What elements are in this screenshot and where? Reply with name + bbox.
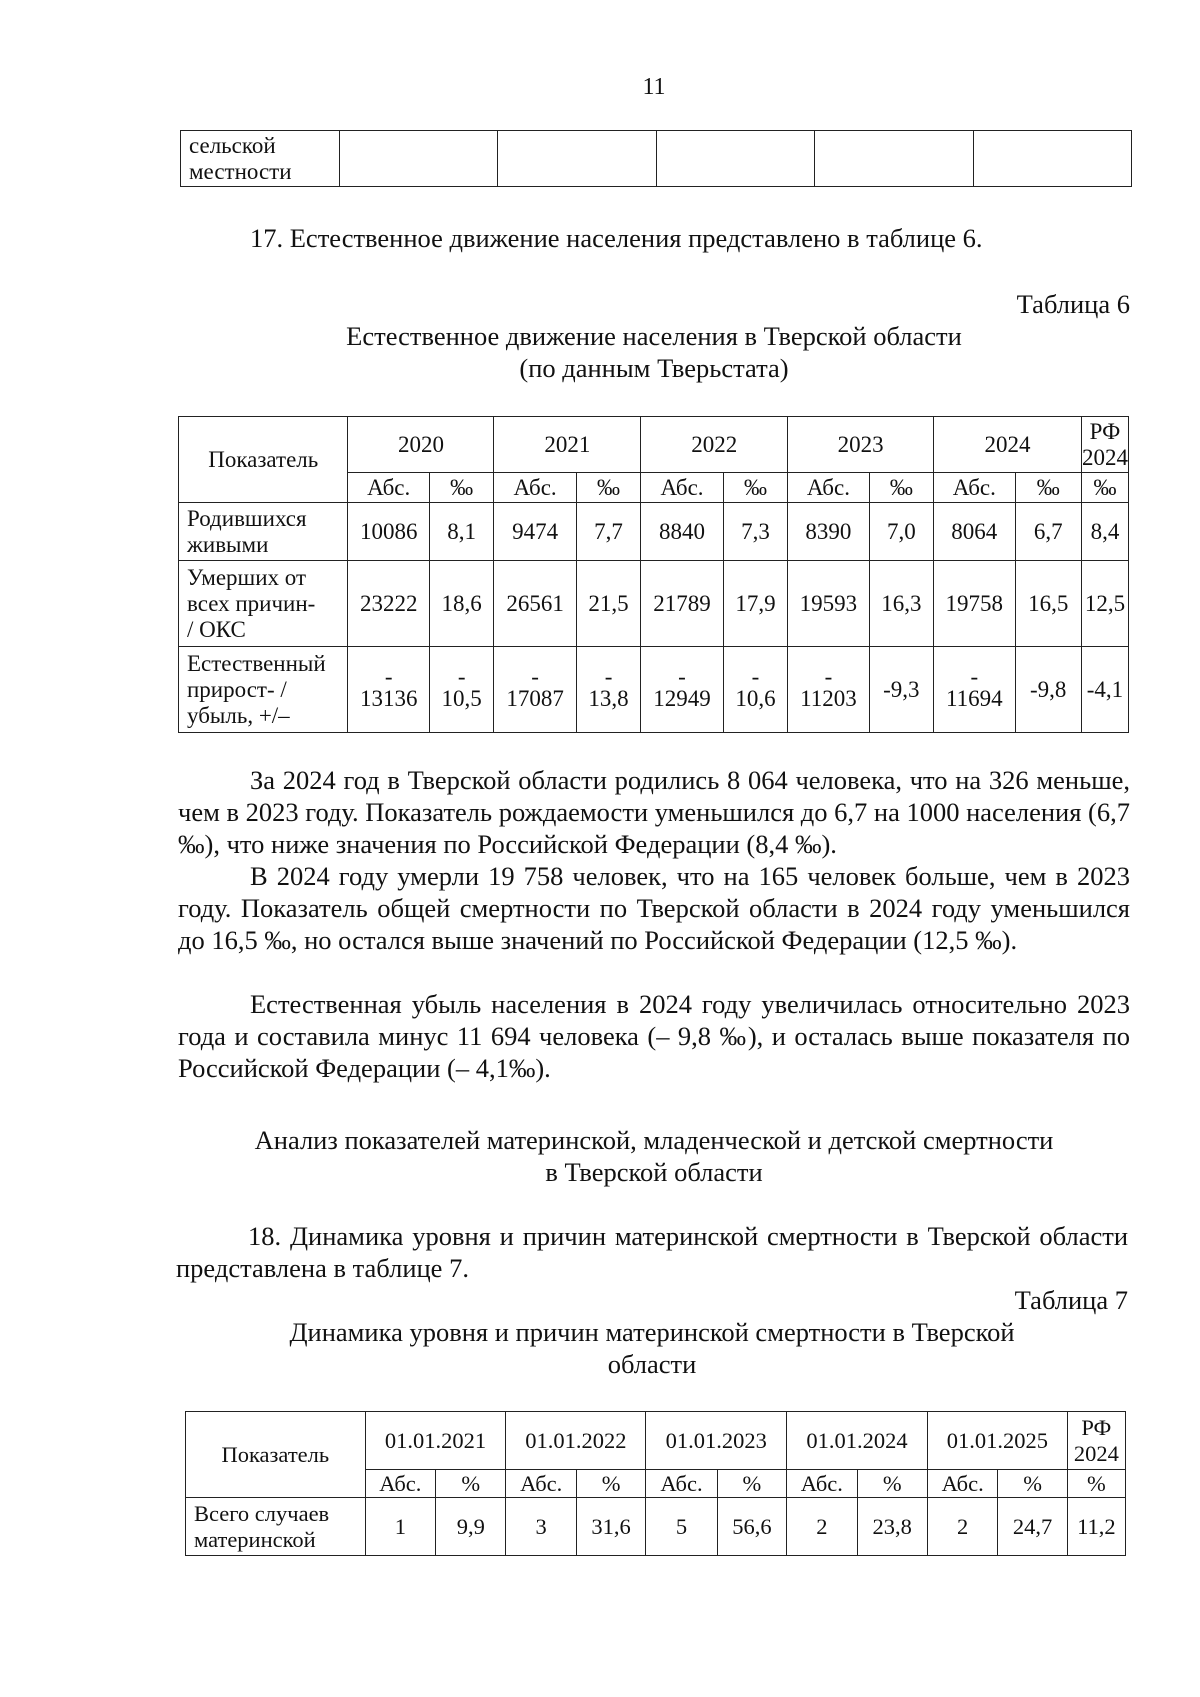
table-cell: 23222 [348, 561, 429, 647]
header-year: 2020 [348, 417, 494, 473]
row-label [179, 561, 348, 647]
label-line: местности [189, 158, 292, 184]
row-label-line: / ОКС [187, 616, 246, 642]
subheader-permille: ‰ [429, 473, 493, 503]
table-cell-label [181, 131, 340, 187]
header-year: 2024 [934, 417, 1082, 473]
table-cell [973, 131, 1131, 187]
table-row [179, 503, 1129, 561]
section-heading [178, 1124, 1130, 1188]
cell-value: 13,8 [588, 685, 629, 711]
table6-header-row [179, 417, 1129, 473]
minus-sign: - [678, 663, 686, 689]
rf-line: РФ [1081, 1414, 1112, 1440]
header-year: 2021 [494, 417, 641, 473]
table-cell: 31,6 [576, 1498, 645, 1556]
table-cell-rf: 12,5 [1081, 561, 1128, 647]
continued-table [180, 130, 1132, 187]
section-heading-line2: в Тверской области [545, 1157, 763, 1187]
table6-title-line1: Естественное движение населения в Тверской области [346, 321, 962, 351]
header-year: 2023 [788, 417, 934, 473]
table-cell: 21789 [641, 561, 723, 647]
paragraph-18: 18. Динамика уровня и причин материнской смертности в Тверской области представлена в таблице 7. [176, 1221, 1128, 1283]
table-cell: 8,1 [429, 503, 493, 561]
table-cell [348, 647, 429, 733]
header-indicator: Показатель [186, 1412, 366, 1498]
table-cell: 16,5 [1015, 561, 1081, 647]
table-cell: 23,8 [857, 1498, 927, 1556]
subheader-percent: % [1067, 1470, 1125, 1498]
row-label-line: убыль, +/– [187, 702, 290, 728]
row-label-line: Всего случаев [194, 1500, 330, 1526]
table-cell: 6,7 [1015, 503, 1081, 561]
header-date: 01.01.2025 [927, 1412, 1067, 1470]
row-label-line: прирост- / [187, 676, 287, 702]
header-rf [1067, 1412, 1125, 1470]
row-label-line: Родившихся [187, 505, 307, 531]
header-date: 01.01.2024 [787, 1412, 928, 1470]
table-cell [494, 647, 576, 733]
table7-header-row [186, 1412, 1126, 1470]
table7-label: Таблица 7 [1014, 1285, 1128, 1315]
cell-value: 10,6 [735, 685, 776, 711]
cell-value: 12949 [653, 685, 711, 711]
subheader-percent: % [998, 1470, 1067, 1498]
header-date: 01.01.2021 [365, 1412, 506, 1470]
page-number: 11 [642, 74, 666, 100]
row-label-line: всех причин- [187, 590, 316, 616]
subheader-abs: Абс. [494, 473, 576, 503]
table-cell: 24,7 [998, 1498, 1067, 1556]
cell-value: 11694 [945, 685, 1003, 711]
table-cell [340, 131, 498, 187]
table7-title-line1: Динамика уровня и причин материнской смертности в Тверской [289, 1317, 1015, 1347]
cell-value: 11203 [800, 685, 857, 711]
minus-sign: - [751, 663, 760, 689]
row-label-line: Умерших от [187, 564, 307, 590]
subheader-abs: Абс. [641, 473, 723, 503]
table7 [185, 1411, 1126, 1556]
table-cell: 56,6 [717, 1498, 786, 1556]
row-label-line: материнской [194, 1526, 316, 1552]
subheader-abs: Абс. [365, 1470, 435, 1498]
table-cell [429, 647, 493, 733]
subheader-abs: Абс. [934, 473, 1015, 503]
table-cell [723, 647, 787, 733]
table-cell: 8840 [641, 503, 723, 561]
table-row [186, 1498, 1126, 1556]
subheader-permille: ‰ [1015, 473, 1081, 503]
subheader-abs: Абс. [788, 473, 869, 503]
section-heading-line1: Анализ показателей материнской, младенческой и детской смертности [254, 1125, 1054, 1155]
table-cell: 21,5 [576, 561, 640, 647]
table-cell: 2 [927, 1498, 997, 1556]
table-cell [934, 647, 1015, 733]
subheader-permille: ‰ [1081, 473, 1128, 503]
subheader-percent: % [436, 1470, 506, 1498]
rf-line: 2024 [1073, 1440, 1119, 1466]
subheader-abs: Абс. [927, 1470, 997, 1498]
minus-sign: - [824, 663, 833, 689]
header-date: 01.01.2022 [506, 1412, 646, 1470]
subheader-percent: % [857, 1470, 927, 1498]
table-cell: 19758 [934, 561, 1015, 647]
minus-sign: - [457, 663, 466, 689]
table-cell: 7,3 [723, 503, 787, 561]
cell-value: 10,5 [441, 685, 482, 711]
table-cell [576, 647, 640, 733]
table-cell: 2 [787, 1498, 857, 1556]
table-cell: 18,6 [429, 561, 493, 647]
table-cell: 16,3 [869, 561, 933, 647]
row-label [179, 647, 348, 733]
header-indicator: Показатель [179, 417, 348, 503]
minus-sign: - [970, 663, 979, 689]
table-cell: 8064 [934, 503, 1015, 561]
header-date: 01.01.2023 [646, 1412, 787, 1470]
table-cell: 9474 [494, 503, 576, 561]
table-cell: 17,9 [723, 561, 787, 647]
minus-sign: - [531, 663, 539, 689]
header-year: 2022 [641, 417, 788, 473]
table-cell: -9,8 [1015, 647, 1081, 733]
table-cell [656, 131, 814, 187]
table-cell: 8390 [788, 503, 869, 561]
table-row [181, 131, 1132, 187]
table-cell [641, 647, 723, 733]
minus-sign: - [384, 663, 393, 689]
table6-title [178, 320, 1130, 384]
subheader-percent: % [717, 1470, 786, 1498]
table-cell [498, 131, 656, 187]
subheader-abs: Абс. [646, 1470, 717, 1498]
minus-sign: - [604, 663, 613, 689]
table-row [179, 647, 1129, 733]
row-label [179, 503, 348, 561]
table-cell-rf: 8,4 [1081, 503, 1128, 561]
table-cell: 7,7 [576, 503, 640, 561]
table-cell: 3 [506, 1498, 576, 1556]
table-cell [788, 647, 869, 733]
subheader-abs: Абс. [787, 1470, 857, 1498]
subheader-permille: ‰ [869, 473, 933, 503]
table6 [178, 416, 1129, 733]
table-cell [815, 131, 973, 187]
table6-label: Таблица 6 [1016, 289, 1130, 319]
table6-title-line2: (по данным Тверьстата) [519, 353, 789, 383]
subheader-permille: ‰ [576, 473, 640, 503]
table-cell: 9,9 [436, 1498, 506, 1556]
table-cell-rf: 11,2 [1067, 1498, 1125, 1556]
row-label [186, 1498, 366, 1556]
rf-line: 2024 [1081, 444, 1128, 470]
cell-value: 13136 [359, 685, 418, 711]
paragraph-births: За 2024 год в Тверской области родились 8 064 человека, что на 326 меньше, чем в 2023 году. Показатель рождаемости уменьшился до 6,7 на 1000 населения (6,7 ‰), что ниже значения по Российской Федерации (8,4 ‰). [178, 765, 1130, 859]
table-cell: 7,0 [869, 503, 933, 561]
cell-value: 17087 [506, 685, 564, 711]
row-label-line: живыми [187, 531, 269, 557]
label-line: сельской [189, 132, 276, 158]
subheader-permille: ‰ [723, 473, 787, 503]
rf-line: РФ [1089, 418, 1121, 444]
table-row [179, 561, 1129, 647]
table-cell: -9,3 [869, 647, 933, 733]
header-rf [1081, 417, 1128, 473]
table-cell-rf: -4,1 [1081, 647, 1128, 733]
paragraph-17: 17. Естественное движение населения представлено в таблице 6. [250, 223, 983, 253]
table7-title [176, 1316, 1128, 1380]
table-cell: 1 [365, 1498, 435, 1556]
paragraph-deaths: В 2024 году умерли 19 758 человек, что на 165 человек больше, чем в 2023 году. Показатель общей смертности по Тверской области в 2024 году уменьшился до 16,5 ‰, но остался выше значений по Российской Федерации (12,5 ‰). [178, 861, 1130, 955]
table7-title-line2: области [607, 1349, 697, 1379]
table-cell: 10086 [348, 503, 429, 561]
subheader-abs: Абс. [506, 1470, 576, 1498]
table-cell: 26561 [494, 561, 576, 647]
paragraph-natural-decline: Естественная убыль населения в 2024 году увеличилась относительно 2023 года и составила минус 11 694 человека (– 9,8 ‰), и осталась выше показателя по Российской Федерации (– 4,1‰). [178, 989, 1130, 1083]
table-cell: 5 [646, 1498, 717, 1556]
table-cell: 19593 [788, 561, 869, 647]
subheader-percent: % [576, 1470, 645, 1498]
row-label-line: Естественный [187, 650, 326, 676]
subheader-abs: Абс. [348, 473, 429, 503]
